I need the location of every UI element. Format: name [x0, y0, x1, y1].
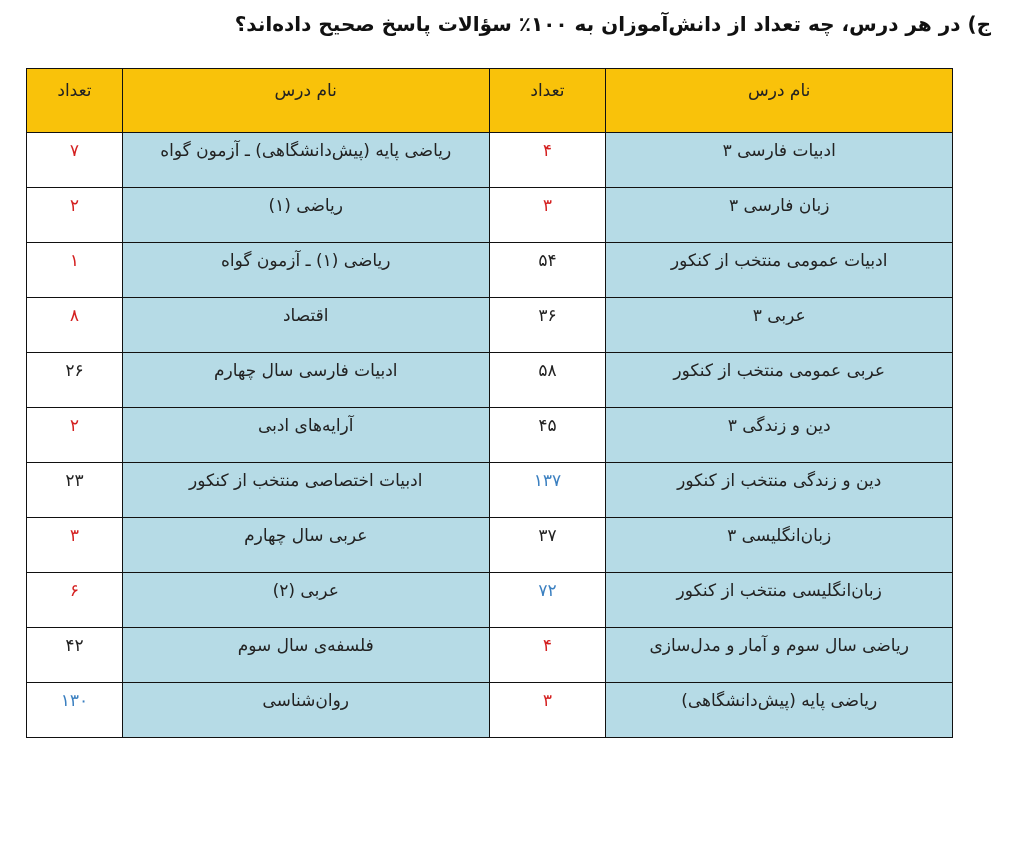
table-row: [27, 683, 953, 738]
count-cell: ۲: [27, 408, 123, 463]
count-cell: ۳: [27, 518, 123, 573]
lesson-name-cell: عربی سال چهارم: [122, 518, 489, 573]
header-lesson-name-2: نام درس: [122, 69, 489, 133]
table-row: [27, 133, 953, 188]
table-body: [27, 133, 953, 738]
count-cell: ۱: [27, 243, 123, 298]
lesson-name-cell: ادبیات فارسی سال چهارم: [122, 353, 489, 408]
table-row: [27, 243, 953, 298]
count-cell: ۷۲: [489, 573, 606, 628]
count-cell: ۶: [27, 573, 123, 628]
header-lesson-name-1: نام درس: [606, 69, 953, 133]
lesson-name-cell: زبان‌انگلیسی ۳: [606, 518, 953, 573]
count-cell: ۲۳: [27, 463, 123, 518]
lesson-name-cell: زبان فارسی ۳: [606, 188, 953, 243]
lesson-name-cell: آرایه‌های ادبی: [122, 408, 489, 463]
table-row: [27, 353, 953, 408]
lesson-name-cell: ادبیات عمومی منتخب از کنکور: [606, 243, 953, 298]
table-row: [27, 518, 953, 573]
table-row: [27, 188, 953, 243]
lesson-name-cell: زبان‌انگلیسی منتخب از کنکور: [606, 573, 953, 628]
header-count-2: تعداد: [27, 69, 123, 133]
table-row: [27, 408, 953, 463]
results-table: [26, 68, 953, 738]
count-cell: ۳۶: [489, 298, 606, 353]
table-row: [27, 298, 953, 353]
count-cell: ۴۵: [489, 408, 606, 463]
lesson-name-cell: اقتصاد: [122, 298, 489, 353]
lesson-name-cell: دین و زندگی منتخب از کنکور: [606, 463, 953, 518]
table-row: [27, 463, 953, 518]
count-cell: ۵۸: [489, 353, 606, 408]
lesson-name-cell: ریاضی پایه (پیش‌دانشگاهی): [606, 683, 953, 738]
count-cell: ۴: [489, 133, 606, 188]
count-cell: ۳: [489, 683, 606, 738]
lesson-name-cell: روان‌شناسی: [122, 683, 489, 738]
table-row: [27, 573, 953, 628]
lesson-name-cell: عربی عمومی منتخب از کنکور: [606, 353, 953, 408]
count-cell: ۲۶: [27, 353, 123, 408]
count-cell: ۳: [489, 188, 606, 243]
count-cell: ۷: [27, 133, 123, 188]
lesson-name-cell: فلسفه‌ی سال سوم: [122, 628, 489, 683]
count-cell: ۱۳۰: [27, 683, 123, 738]
header-count-1: تعداد: [489, 69, 606, 133]
table-row: [27, 628, 953, 683]
header-row: [27, 69, 953, 133]
question-title: ج) در هر درس، چه تعداد از دانش‌آموزان به ۱۰۰٪ سؤالات پاسخ صحیح داده‌اند؟: [234, 12, 991, 36]
count-cell: ۳۷: [489, 518, 606, 573]
count-cell: ۴۲: [27, 628, 123, 683]
lesson-name-cell: ریاضی (۱) ـ آزمون گواه: [122, 243, 489, 298]
count-cell: ۵۴: [489, 243, 606, 298]
lesson-name-cell: عربی ۳: [606, 298, 953, 353]
count-cell: ۲: [27, 188, 123, 243]
count-cell: ۸: [27, 298, 123, 353]
lesson-name-cell: عربی (۲): [122, 573, 489, 628]
lesson-name-cell: ریاضی (۱): [122, 188, 489, 243]
lesson-name-cell: ریاضی پایه (پیش‌دانشگاهی) ـ آزمون گواه: [122, 133, 489, 188]
count-cell: ۱۳۷: [489, 463, 606, 518]
lesson-name-cell: دین و زندگی ۳: [606, 408, 953, 463]
lesson-name-cell: ریاضی سال سوم و آمار و مدل‌سازی: [606, 628, 953, 683]
count-cell: ۴: [489, 628, 606, 683]
lesson-name-cell: ادبیات فارسی ۳: [606, 133, 953, 188]
lesson-name-cell: ادبیات اختصاصی منتخب از کنکور: [122, 463, 489, 518]
